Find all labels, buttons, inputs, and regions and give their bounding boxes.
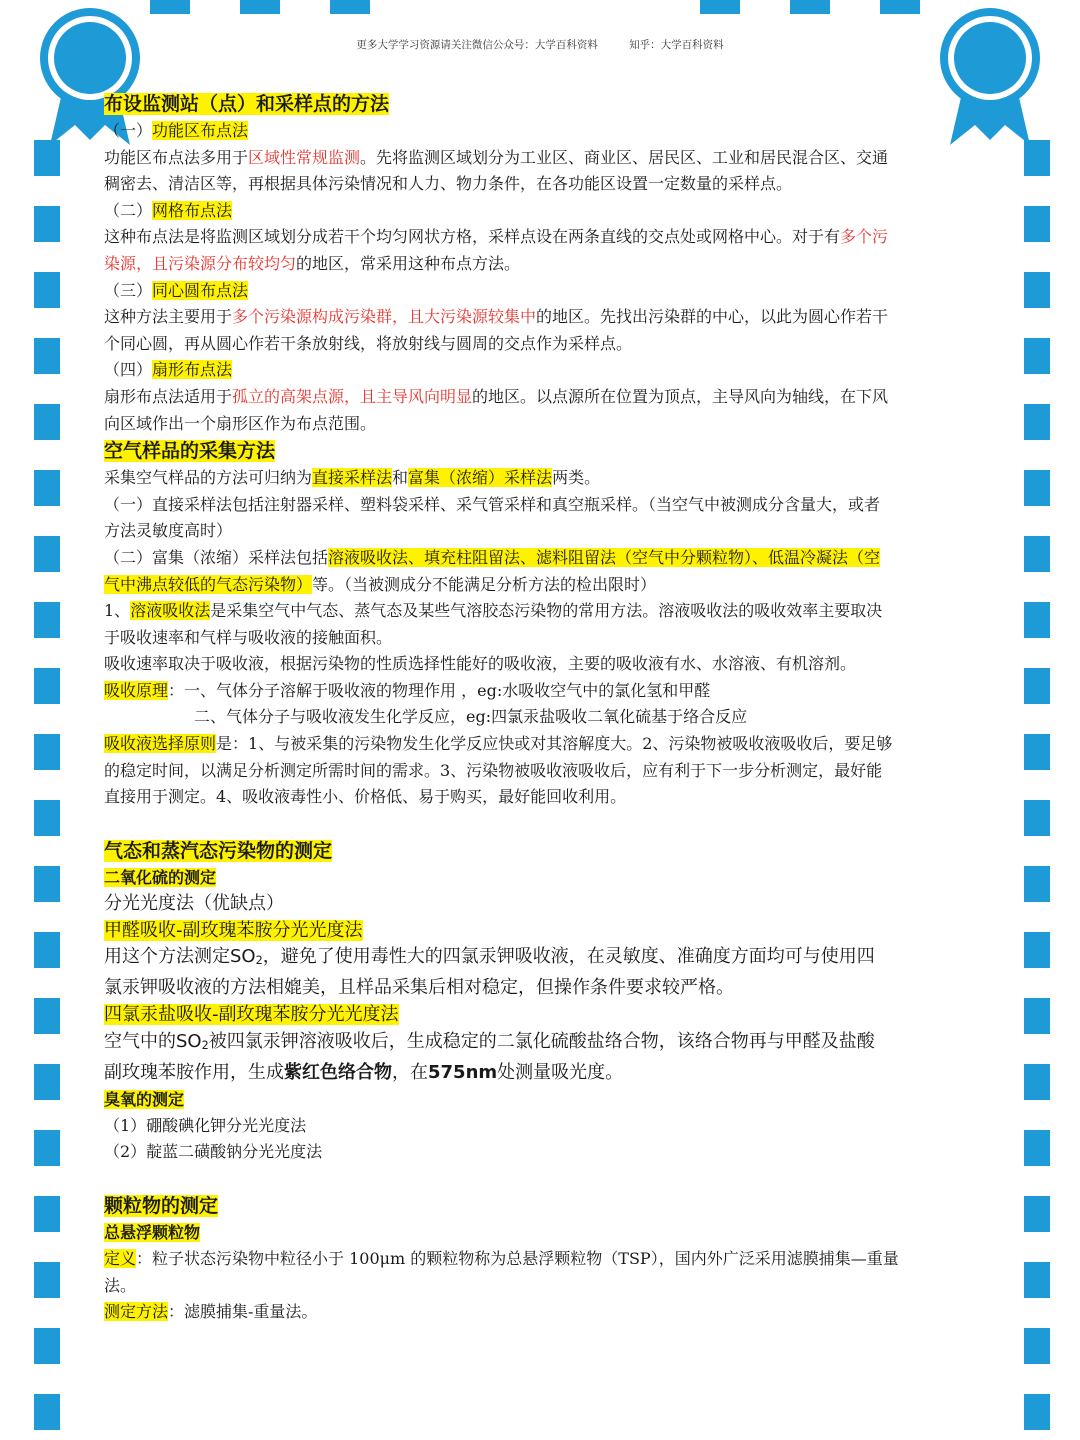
paragraph-line: 染源，且污染源分布较均匀的地区，常采用这种布点方法。	[104, 253, 521, 273]
page-header	[0, 37, 1080, 52]
border-dash	[1024, 1328, 1050, 1364]
method-title: 甲醛吸收-副玫瑰苯胺分光光度法	[104, 919, 363, 941]
paragraph-line: 这种方法主要用于多个污染源构成污染群，且大污染源较集中的地区。先找出污染群的中心，以此为圆心作若干	[104, 307, 889, 327]
border-dash	[1024, 470, 1050, 506]
spacer	[104, 811, 978, 837]
border-dash	[1024, 404, 1050, 440]
top-border-dash	[150, 0, 190, 14]
border-dash	[34, 470, 60, 506]
paragraph-line: 二、气体分子与吸收液发生化学反应，eg:四氯汞盐吸收二氧化硫基于络合反应	[194, 707, 748, 727]
border-dash	[34, 866, 60, 902]
paragraph-line: 这种布点法是将监测区域划分成若干个均匀网状方格，采样点设在两条直线的交点处或网格中心。对于有多个污	[104, 227, 889, 247]
border-dash	[1024, 1262, 1050, 1298]
paragraph-line: 稠密去、清洁区等，再根据具体污染情况和人力、物力条件，在各功能区设置一定数量的采样点。	[104, 174, 793, 194]
border-dash	[34, 998, 60, 1034]
border-dash	[1024, 206, 1050, 242]
paragraph-line: 方法灵敏度高时）	[104, 521, 233, 541]
paragraph-line: 氯汞钾吸收液的方法相媲美，且样品采集后相对稳定，但操作条件要求较严格。	[104, 977, 734, 999]
paragraph-line: 于吸收速率和气样与吸收液的接触面积。	[104, 627, 393, 647]
section-title: 颗粒物的测定	[104, 1195, 219, 1218]
paragraph-line: 吸收速率取决于吸收液，根据污染物的性质选择性能好的吸收液，主要的吸收液有水、水溶液、有机溶剂。	[104, 654, 857, 674]
border-dash	[34, 404, 60, 440]
border-dash	[34, 932, 60, 968]
paragraph-line: 分光光度法（优缺点）	[104, 892, 284, 914]
border-dash	[1024, 1064, 1050, 1100]
paragraph-line: 测定方法：滤膜捕集-重量法。	[104, 1302, 318, 1322]
border-dash	[1024, 734, 1050, 770]
border-dash	[34, 1130, 60, 1166]
border-dash	[1024, 1196, 1050, 1232]
right-border	[1024, 0, 1050, 1440]
border-dash	[1024, 536, 1050, 572]
subheading: （一）功能区布点法	[104, 121, 249, 140]
border-dash	[34, 668, 60, 704]
paragraph-line: 采集空气样品的方法可归纳为直接采样法和富集（浓缩）采样法两类。	[104, 468, 601, 488]
border-dash	[34, 338, 60, 374]
border-dash	[34, 1394, 60, 1430]
top-border-dash	[790, 0, 830, 14]
document-body	[104, 90, 978, 1326]
paragraph-line: 直接用于测定。4、吸收液毒性小、价格低、易于购买，最好能回收利用。	[104, 787, 627, 807]
border-dash	[34, 1064, 60, 1100]
section-title: 布设监测站（点）和采样点的方法	[104, 93, 390, 115]
border-dash	[34, 206, 60, 242]
subheading: 二氧化硫的测定	[104, 867, 217, 887]
list-item: （1）硼酸碘化钾分光光度法	[104, 1115, 307, 1135]
paragraph-line: （一）直接采样法包括注射器采样、塑料袋采样、采气管采样和真空瓶采样。（当空气中被测成分含量大，或者	[104, 494, 881, 514]
subheading: （四）扇形布点法	[104, 360, 233, 380]
border-dash	[1024, 602, 1050, 638]
paragraph-line: 的稳定时间，以满足分析测定所需时间的需求。3、污染物被吸收液吸收后，应有利于下一步分析测定，最好能	[104, 760, 883, 780]
border-dash	[1024, 1130, 1050, 1166]
border-dash	[34, 536, 60, 572]
paragraph-line: 1、溶液吸收法是采集空气中气态、蒸气态及某些气溶胶态污染物的常用方法。溶液吸收法的吸收效率主要取决	[104, 601, 883, 621]
top-border-dash	[700, 0, 740, 14]
section-title: 气态和蒸汽态污染物的测定	[104, 839, 333, 862]
border-dash	[34, 272, 60, 308]
border-dash	[34, 1328, 60, 1364]
border-dash	[34, 734, 60, 770]
top-border-dash	[880, 0, 920, 14]
border-dash	[1024, 866, 1050, 902]
method-title: 四氯汞盐吸收-副玫瑰苯胺分光光度法	[104, 1004, 399, 1026]
top-border-dash	[240, 0, 280, 14]
list-item: （2）靛蓝二磺酸钠分光光度法	[104, 1142, 323, 1162]
section-title: 空气样品的采集方法	[104, 440, 276, 463]
paragraph-line: （二）富集（浓缩）采样法包括溶液吸收法、填充柱阻留法、滤料阻留法（空气中分颗粒物）、低温冷凝法（空	[104, 547, 881, 567]
paragraph-line: 向区域作出一个扇形区作为布点范围。	[104, 413, 377, 433]
paragraph-line: 吸收原理：一、气体分子溶解于吸收液的物理作用 ，eg:水吸收空气中的氯化氢和甲醛	[104, 680, 711, 700]
subheading: （三）同心圆布点法	[104, 280, 249, 300]
spacer	[104, 1166, 978, 1192]
paragraph-line: 气中沸点较低的气态污染物）等。（当被测成分不能满足分析方法的检出限时）	[104, 574, 657, 594]
border-dash	[34, 1262, 60, 1298]
paragraph-line: 副玫瑰苯胺作用，生成紫红色络合物，在575nm处测量吸光度。	[104, 1062, 624, 1084]
border-dash	[34, 602, 60, 638]
border-dash	[1024, 998, 1050, 1034]
left-border	[34, 0, 60, 1440]
subheading: 臭氧的测定	[104, 1089, 185, 1109]
header-right-text: 知乎：大学百科资料	[629, 39, 724, 51]
border-dash	[1024, 800, 1050, 836]
top-border-dash	[330, 0, 370, 14]
subheading: （二）网格布点法	[104, 200, 233, 220]
paragraph-line: 法。	[104, 1275, 137, 1295]
paragraph-line: 个同心圆，再从圆心作若干条放射线，将放射线与圆周的交点作为采样点。	[104, 333, 633, 353]
header-left-text: 更多大学学习资源请关注微信公众号：大学百科资料	[356, 39, 598, 51]
border-dash	[34, 800, 60, 836]
paragraph-line: 用这个方法测定$SO_2$，避免了使用毒性大的四氯汞钾吸收液，在灵敏度、准确度方面均可与使用四	[104, 946, 875, 968]
subheading: 总悬浮颗粒物	[104, 1223, 201, 1243]
border-dash	[1024, 932, 1050, 968]
paragraph-line: 定义：粒子状态污染物中粒径小于 100μm 的颗粒物称为总悬浮颗粒物（TSP），国内外广泛采用滤膜捕集—重量	[104, 1249, 899, 1269]
top-border-strip	[0, 0, 1080, 18]
paragraph-line: 空气中的$SO_2$被四氯汞钾溶液吸收后，生成稳定的二氯化硫酸盐络合物，该络合物再与甲醛及盐酸	[104, 1031, 875, 1053]
paragraph-line: 功能区布点法多用于区域性常规监测。先将监测区域划分为工业区、商业区、居民区、工业和居民混合区、交通	[104, 147, 889, 167]
border-dash	[34, 1196, 60, 1232]
border-dash	[1024, 1394, 1050, 1430]
border-dash	[1024, 272, 1050, 308]
paragraph-line: 吸收液选择原则是：1、与被采集的污染物发生化学反应快或对其溶解度大。2、污染物被吸收液吸收后，要足够	[104, 734, 893, 754]
border-dash	[1024, 668, 1050, 704]
paragraph-line: 扇形布点法适用于孤立的高架点源，且主导风向明显的地区。以点源所在位置为顶点，主导风向为轴线，在下风	[104, 386, 889, 406]
border-dash	[1024, 338, 1050, 374]
